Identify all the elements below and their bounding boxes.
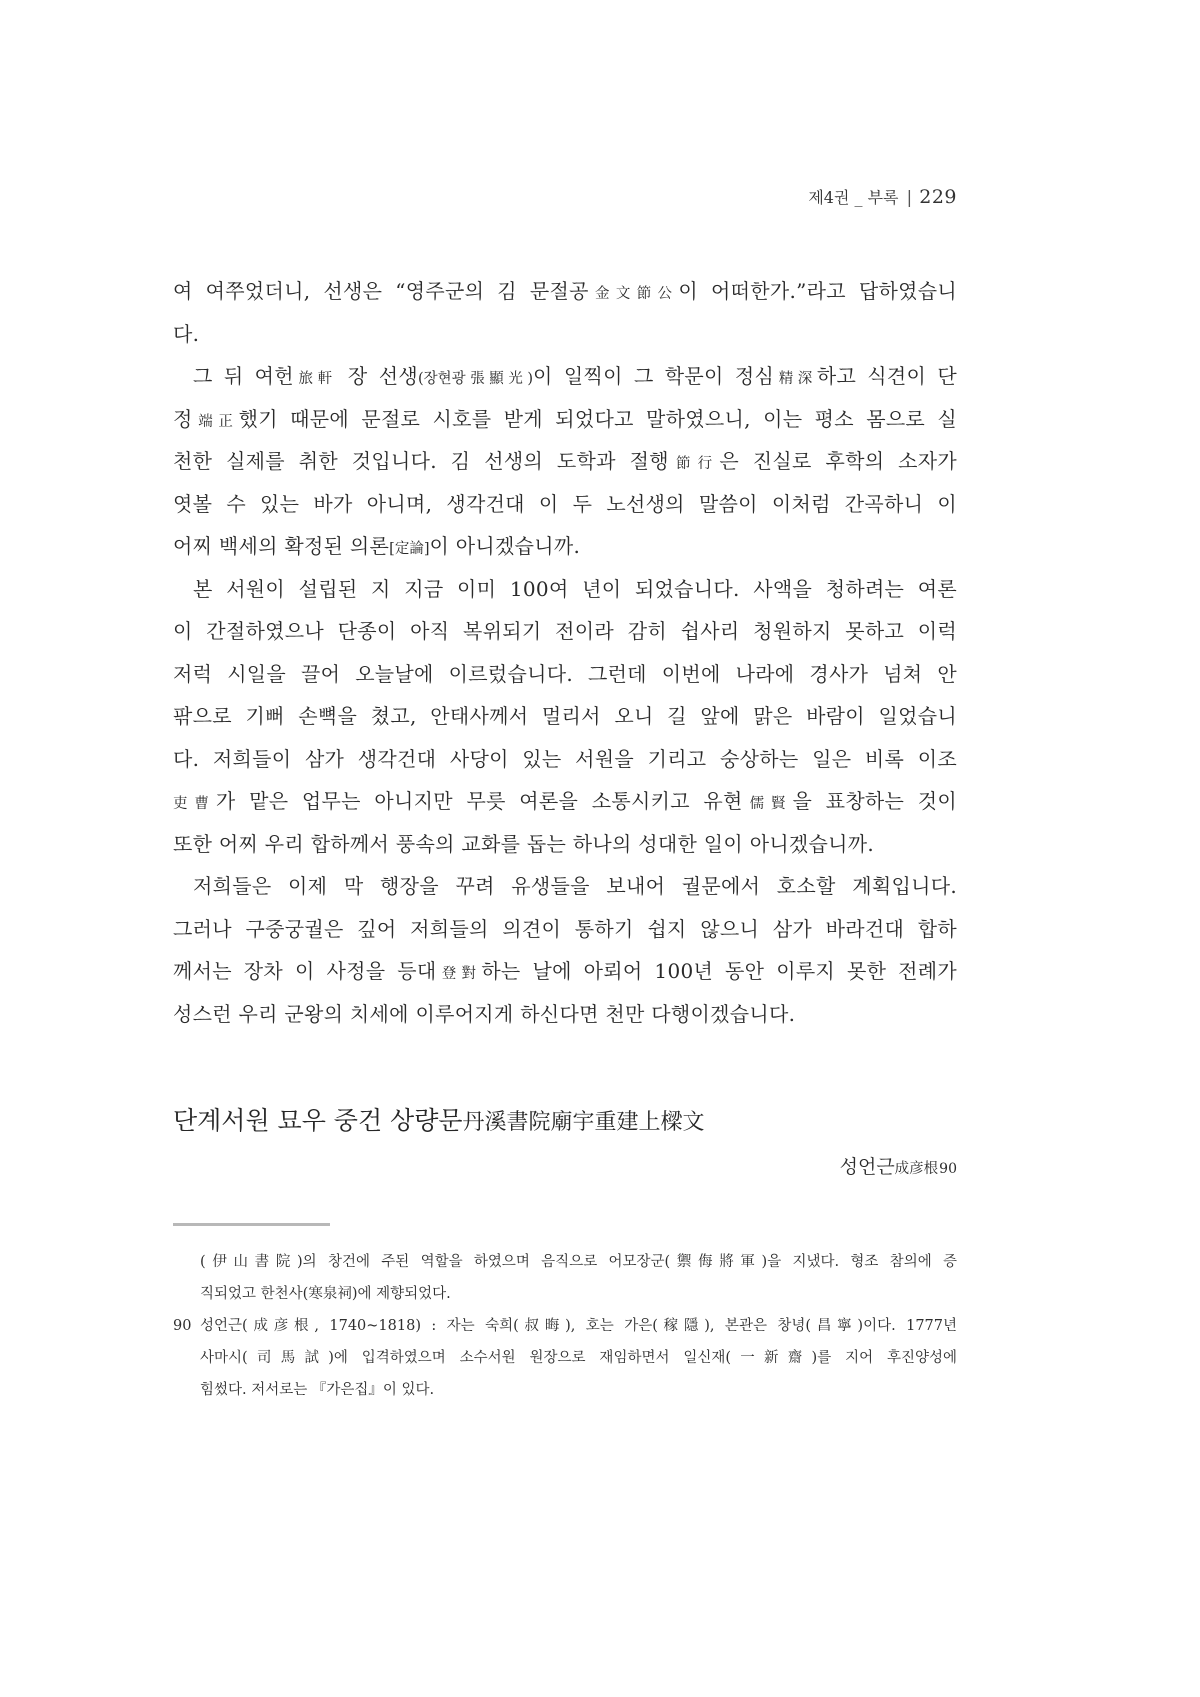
text-line (173, 398, 957, 441)
text-run: 가 맡은 업무는 아니지만 무릇 여론을 소통시키고 유현 (215, 789, 743, 813)
author-name-hanja: 成彦根 (894, 1161, 939, 1177)
text-line (173, 483, 957, 526)
text-run: 저희들은 이제 막 행장을 꾸려 유생들을 보내어 궐문에서 호소할 계획입니다. (193, 874, 957, 898)
paragraph (173, 270, 957, 355)
text-run: 하고 식견이 단 (816, 364, 957, 388)
footnote-line: 직되었고 한천사(寒泉祠)에 제향되었다. (200, 1286, 451, 1302)
text-line (173, 780, 957, 823)
author-name: 성언근 (839, 1156, 895, 1178)
paragraph (173, 865, 957, 1035)
section-title-korean: 단계서원 묘우 중건 상량문 (173, 1106, 463, 1135)
footnotes (173, 1246, 957, 1406)
footnote (173, 1246, 957, 1310)
text-run: 장 선생 (336, 364, 418, 388)
footnote-line: 힘썼다. 저서로는 『가은집』이 있다. (200, 1382, 435, 1398)
text-run: 이 간절하였으나 단종이 아직 복위되기 전이라 감히 쉽사리 청원하지 못하고 이럭 (173, 619, 957, 643)
text-run: 그러나 구중궁궐은 깊어 저희들의 의견이 통하기 쉽지 않으니 삼가 바라건대 합하 (173, 916, 957, 941)
text-run: 다. 저희들이 삼가 생각건대 사당이 있는 서원을 기리고 숭상하는 일은 비록 이조 (173, 746, 957, 771)
text-run: 또한 어찌 우리 합하께서 풍속의 교화를 돕는 하나의 성대한 일이 아니겠습니까. (173, 831, 875, 856)
text-run: 했기 때문에 문절로 시호를 받게 되었다고 말하였으니, 이는 평소 몸으로 실 (238, 406, 957, 431)
text-line (173, 270, 957, 313)
footnote-divider (173, 1223, 330, 1226)
text-run: 팎으로 기뻐 손뼉을 쳤고, 안태사께서 멀리서 오니 길 앞에 맑은 바람이 일었습니 (173, 704, 957, 728)
text-line (173, 610, 957, 653)
text-line (173, 355, 957, 398)
text-run: 천한 실제를 취한 것입니다. 김 선생의 도학과 절행 (173, 449, 669, 473)
hanja-gloss: 金文節公 (588, 286, 679, 302)
text-run: 다. (173, 321, 200, 346)
body-text (173, 270, 957, 1035)
text-run: 이 일찍이 그 학문이 정심 (533, 364, 775, 388)
page-number: 229 (919, 186, 957, 208)
hanja-gloss: 吏曹 (173, 796, 216, 812)
text-run: 정 (173, 406, 193, 431)
hanja-gloss: 登對 (436, 966, 482, 982)
running-title: 제4권 _ 부록 (808, 188, 899, 207)
footnote-line: 사마시(司馬試)에 입격하였으며 소수서원 원장으로 재임하면서 일신재(一新齋)를 지어 후진양성에 (200, 1350, 957, 1366)
text-run: 본 서원이 설립된 지 지금 이미 100여 년이 되었습니다. 사액을 청하려는 여론 (193, 576, 957, 601)
text-line (173, 440, 957, 483)
hanja-gloss: 旅軒 (293, 371, 337, 387)
hanja-gloss: 儒賢 (742, 796, 793, 812)
footnote-reference: 90 (939, 1161, 957, 1177)
text-run: 이 아니겠습니까. (429, 534, 581, 558)
footnote (173, 1310, 957, 1406)
text-run: 저럭 시일을 끌어 오늘날에 이르렀습니다. 그런데 이번에 나라에 경사가 넘쳐 안 (173, 661, 957, 686)
text-run: 께서는 장차 이 사정을 등대 (173, 959, 437, 983)
section-title (173, 1101, 705, 1141)
hanja-gloss: [定論] (389, 541, 430, 557)
hanja-gloss: 節行 (668, 456, 720, 472)
text-line (173, 865, 957, 908)
author-byline (840, 1150, 957, 1184)
text-line (173, 653, 957, 696)
section-title-hanja: 丹溪書院廟宇重建上樑文 (462, 1110, 705, 1135)
text-line (173, 908, 957, 951)
text-line (173, 950, 957, 993)
text-run: 어찌 백세의 확정된 의론 (173, 534, 390, 558)
text-run: 여 여쭈었더니, 선생은 “영주군의 김 문절공 (173, 279, 589, 303)
text-line (173, 738, 957, 781)
text-line (173, 695, 957, 738)
text-run: 을 표창하는 것이 (792, 789, 957, 813)
paragraph (173, 355, 957, 568)
text-run: 이 어떠한가.”라고 답하였습니 (678, 279, 957, 303)
text-run: 성스런 우리 군왕의 치세에 이루어지게 하신다면 천만 다행이겠습니다. (173, 1001, 796, 1026)
text-run: 그 뒤 여헌 (193, 364, 294, 388)
hanja-gloss: (장현광張顯光) (417, 371, 534, 387)
running-header (808, 184, 957, 210)
text-run: 은 진실로 후학의 소자가 (719, 449, 957, 473)
text-line (173, 313, 957, 356)
hanja-gloss: 精深 (774, 371, 817, 387)
footnote-line: (伊山書院)의 창건에 주된 역할을 하였으며 음직으로 어모장군(禦侮將軍)을 지냈다. 형조 참의에 증 (200, 1254, 957, 1270)
footnote-line: 성언근(成彦根, 1740~1818) : 자는 숙희(叔晦), 호는 가은(稼隱), 본관은 창녕(昌寧)이다. 1777년 (200, 1318, 957, 1334)
text-run: 하는 날에 아뢰어 100년 동안 이루지 못한 전례가 (481, 959, 957, 983)
paragraph (173, 568, 957, 866)
text-line (173, 993, 957, 1036)
text-run: 엿볼 수 있는 바가 아니며, 생각건대 이 두 노선생의 말씀이 이처럼 간곡하니 이 (173, 491, 957, 516)
header-separator: | (906, 188, 913, 208)
footnote-number: 90 (173, 1318, 192, 1334)
text-line (173, 568, 957, 611)
text-line (173, 525, 957, 568)
text-line (173, 823, 957, 866)
hanja-gloss: 端正 (192, 413, 239, 430)
